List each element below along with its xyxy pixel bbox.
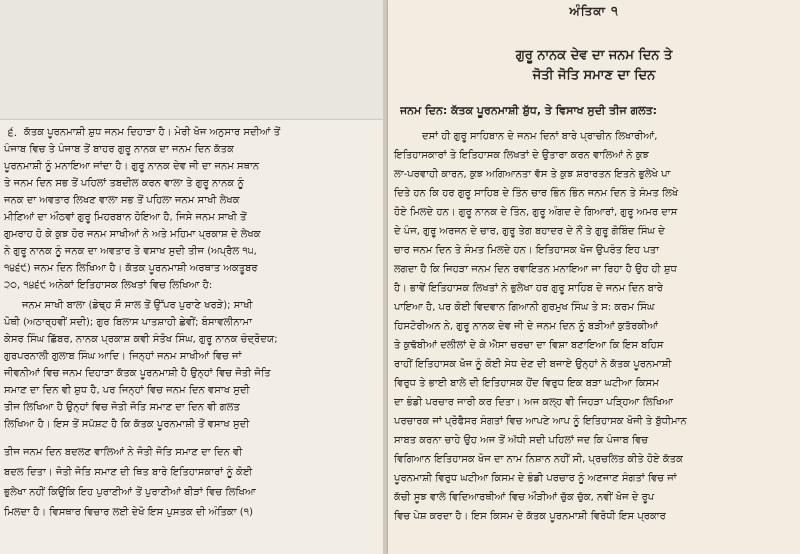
text-line: ਰਾਹੀਂ ਇਤਿਹਾਸਕ ਖੋਜ ਨੂੰ ਕੋਈ ਸੇਧ ਦੇਣ ਦੀ ਬਜਾਏ ਉਨ੍ਹਾਂ ਨੇ ਕੱਤਕ ਪੂਰਨਮਾਸ਼ੀ — [394, 359, 672, 370]
text-line: ਤੀਜ ਜਨਮ ਦਿਨ ਬਦਲਣ ਵਾਲਿਆਂ ਨੇ ਜੋਤੀ ਜੋਤਿ ਸਮਾਣ ਦਾ ਦਿਨ ਵੀ — [4, 447, 243, 458]
text-line: ਵਿਰੁਧ ਤੇ ਭਾਈ ਬਾਲੇ ਦੀ ਇਤਿਹਾਸਕ ਹੋਂਦ ਵਿਰੁਧ ਇਕ ਬੜਾ ਘਟੀਆ ਕਿਸਮ — [394, 378, 659, 389]
left-book-page — [0, 120, 383, 554]
text-line: ਕੱਚੀ ਸੂਝ ਵਾਲੇ ਵਿਦਿਆਰਥੀਆਂ ਵਿਚ ਔੜੀਆਂ ਚੁੱਕ ਚੁੱਕ, ਨਵੀਂ ਖੋਜ ਦੇ ਰੂਪ — [394, 492, 655, 503]
text-line: ਇਤਿਹਾਸਕਾਰਾਂ ਤੇ ਇਤਿਹਾਸਕ ਲਿਖਤਾਂ ਦੇ ਉਤਾਰਾ ਕਰਨ ਵਾਲਿਆਂ ਨੇ ਕੁਝ — [394, 150, 649, 161]
text-line: ਦਿਤੇ ਹਨ ਕਿ ਹਰ ਗੁਰੂ ਸਾਹਿਬ ਦੇ ਤਿੰਨ ਚਾਰ ਭਿੰਨ ਭਿੰਨ ਜਨਮ ਦਿਨ ਤੇ ਸੰਮਤ ਲਿਖੇ — [394, 188, 679, 199]
text-line: ਪੂਰਨਮਾਸ਼ੀ ਵਿਰੁਧ ਘਟੀਆ ਕਿਸਮ ਦੇ ਭੰਡੀ ਪਰਚਾਰ ਨੂੰ ਅਣਜਾਣ ਸੰਗਤਾਂ ਵਿਚ ਜਾਂ — [394, 473, 677, 484]
text-line: ਦਸਾਂ ਹੀ ਗੁਰੂ ਸਾਹਿਬਾਨ ਦੇ ਜਨਮ ਦਿਨਾਂ ਬਾਰੇ ਪ੍ਰਾਚੀਨ ਲਿਖਾਰੀਆਂ, — [422, 131, 658, 142]
text-line: ਪੂਰਨਮਾਸ਼ੀ ਨੂੰ ਮਨਾਇਆ ਜਾਂਦਾ ਹੈ। ਗੁਰੂ ਨਾਨਕ ਦੇਵ ਜੀ ਦਾ ਜਨਮ ਸਥਾਨ — [4, 161, 260, 172]
chapter-title-line-2: ਜੋਤੀ ਜੋਤਿ ਸਮਾਣ ਦਾ ਦਿਨ — [532, 68, 656, 83]
text-line: ੨੦, ੧੪੬੯ ਅਨੇਕਾਂ ਇਤਿਹਾਸਕ ਲਿਖਤਾਂ ਵਿਚ ਲਿਖਿਆ ਹੈ: — [4, 280, 213, 291]
text-line: ਵਿਚ ਪੇਸ਼ ਕਰਦਾ ਹੈ। ਇਸ ਕਿਸਮ ਦੇ ਕੱਤਕ ਪੂਰਨਮਾਸ਼ੀ ਵਿਰੋਧੀ ਇਸ ਪ੍ਰਕਾਰ — [394, 511, 666, 522]
chapter-title-line-1: ਗੁਰੂ ਨਾਨਕ ਦੇਵ ਦਾ ਜਨਮ ਦਿਨ ਤੇ — [515, 48, 673, 63]
text-line: ਸਾਬਤ ਕਰਨਾ ਚਾਹੇ ਉਹ ਅਜ ਤੋਂ ਅੱਧੀ ਸਦੀ ਪਹਿਲਾਂ ਜਦ ਕਿ ਪੰਜਾਬ ਵਿਚ — [394, 435, 649, 446]
text-line: ਦਾ ਭੰਡੀ ਪਰਚਾਰ ਜਾਰੀ ਕਰ ਦਿਤਾ। ਅਜ ਕਲ੍ਹ ਵੀ ਜਿਹੜਾ ਪੜ੍ਹਿਆ ਲਿਖਿਆ — [394, 397, 674, 408]
text-line: ਤੀਜ ਲਿਖਿਆ ਹੈ ਉਨ੍ਹਾਂ ਵਿਚ ਜੋਤੀ ਜੋਤਿ ਸਮਾਣ ਦਾ ਦਿਨ ਵੀ ਗਲਤ — [4, 402, 240, 413]
text-line: ਮਿਲਦਾ ਹੈ। ਵਿਸਥਾਰ ਵਿਚਾਰ ਲਈ ਦੇਖੋ ਇਸ ਪੁਸਤਕ ਦੀ ਅੰਤਿਕਾ (੧) — [4, 507, 253, 518]
text-line: ਲਾ-ਪਰਵਾਹੀ ਕਾਰਨ, ਕੁਝ ਅਗਿਆਨਤਾ ਵੱਸ ਤੇ ਕੁਝ ਸ਼ਰਾਰਤਨ ਇਤਨੇ ਭੁਲੇਖੇ ਪਾ — [394, 169, 671, 180]
text-line: ਨੇ ਗੁਰੂ ਨਾਨਕ ਨੂੰ ਜਨਕ ਦਾ ਅਵਤਾਰ ਤੇ ਵਸਾਖ ਸੁਦੀ ਤੀਜ (ਅਪ੍ਰੈਲ ੧੫, — [4, 246, 257, 257]
text-line: ਹੈ। ਭਾਵੇਂ ਇਤਿਹਾਸਕ ਲਿਖਤਾਂ ਨੇ ਭੁਲੇਖਾ ਹਰ ਗੁਰੂ ਸਾਹਿਬ ਦੇ ਜਨਮ ਦਿਨ ਬਾਰੇ — [394, 283, 663, 294]
text-line: ਭੁਲੇਖਾ ਨਹੀਂ ਕਿਉਂਕਿ ਇਹ ਪੁਰਾਣੀਆਂ ਤੋਂ ਪੁਰਾਣੀਆਂ ਬੀੜਾਂ ਵਿਚ ਲਿਖਿਆ — [4, 487, 256, 498]
right-book-page — [388, 0, 800, 554]
text-line: ਬਦਲ ਦਿਤਾ। ਜੋਤੀ ਜੋਤਿ ਸਮਾਣ ਦੀ ਥਿਤ ਬਾਰੇ ਇਤਿਹਾਸਕਾਰਾਂ ਨੂੰ ਕੋਈ — [4, 467, 253, 478]
text-line: ਪਾਇਆ ਹੈ, ਪਰ ਕੋਈ ਵਿਦਵਾਨ ਗਿਆਨੀ ਗੁਰਮੁਖ ਸਿੰਘ ਤੇ ਸ: ਕਰਮ ਸਿੰਘ — [394, 302, 655, 313]
text-line: ਮੀਣਿਆਂ ਦਾ ਔਠਵਾਂ ਗੁਰੂ ਮਿਹਰਬਾਨ ਹੋਇਆ ਹੈ, ਜਿਸੇ ਜਨਮ ਸਾਖੀ ਤੋਂ — [4, 212, 247, 223]
text-line: ਤੇ ਕੁਢੱਬੀਆਂ ਦਲੀਲਾਂ ਦੇ ਕੇ ਐਸਾ ਚਰਚਾ ਦਾ ਵਿਸ਼ਾ ਬਣਾਇਆ ਕਿ ਇਸ ਬਹਿਸ — [394, 340, 664, 351]
text-line: ਜਨਮ ਸਾਖੀ ਬਾਲਾ (ਡੇਢ੍ਹ ਸੌ ਸਾਲ ਤੋਂ ਉੱਪਰ ਪੁਰਾਣੇ ਖਰੜੇ); ਸਾਖੀ — [22, 300, 253, 311]
text-line: ਵਿਗਿਆਨ ਇਤਿਹਾਸਕ ਖੋਜ ਦਾ ਨਾਮ ਨਿਸ਼ਾਨ ਨਹੀਂ ਸੀ, ਪ੍ਰਚਲਿਤ ਕੀਤੇ ਹੋਏ ਕੱਤਕ — [394, 454, 683, 465]
text-line: ਜੀਵਨੀਆਂ ਵਿਚ ਜਨਮ ਦਿਹਾੜਾ ਕੱਤਕ ਪੂਰਨਮਾਸ਼ੀ ਹੈ ਉਨ੍ਹਾਂ ਵਿਚ ਜੋਤੀ ਜੋਤਿ — [4, 368, 271, 379]
text-line: ਪੋਥੀ (ਅਠਾਰ੍ਹਵੀਂ ਸਦੀ); ਗੁਰ ਬਿਲਾਸ ਪਾਤਸ਼ਾਹੀ ਛੇਵੀਂ; ਬੰਸਾਵਲੀਨਾਮਾ — [4, 317, 252, 328]
appendix-heading: ਅੰਤਿਕਾ ੧ — [569, 4, 619, 18]
text-line: ਕੱਤਕ ਪੂਰਨਮਾਸ਼ੀ ਸ਼ੁਧ ਜਨਮ ਦਿਹਾੜਾ ਹੈ। ਮੇਰੀ ਖੋਜ ਅਨੁਸਾਰ ਸਦੀਆਂ ਤੋਂ — [24, 127, 281, 138]
text-line: ਲਿਖਿਆ ਹੈ। ਇਸ ਤੋਂ ਸਪੱਸ਼ਟ ਹੈ ਕਿ ਕੱਤਕ ਪੂਰਨਮਾਸ਼ੀ ਤੋਂ ਵਸਾਖ ਸੁਦੀ — [4, 419, 250, 430]
text-line: ਗੁਮਰਾਹ ਹੋ ਕੇ ਕੁਝ ਹੋਰ ਜਨਮ ਸਾਖੀਆਂ ਨੇ ਅਤੇ ਮਹਿਮਾ ਪ੍ਰਕਾਸ਼ ਦੇ ਲੇਖਕ — [4, 229, 261, 240]
text-line: ਪਰਚਾਰਕ ਜਾਂ ਪ੍ਰੋਫੈਸਰ ਸੰਗਤਾਂ ਵਿਚ ਆਪਣੇ ਆਪ ਨੂੰ ਇਤਿਹਾਸਕ ਖੋਜੀ ਤੇ ਬੁੱਧੀਮਾਨ — [394, 416, 687, 427]
text-line: ਹੋਏ ਮਿਲਦੇ ਹਨ। ਗੁਰੂ ਨਾਨਕ ਦੇ ਤਿੰਨ, ਗੁਰੂ ਅੰਗਦ ਦੇ ਗਿਆਰਾਂ, ਗੁਰੂ ਅਮਰ ਦਾਸ — [394, 207, 678, 218]
section-subheading: ਜਨਮ ਦਿਨ: ਕੱਤਕ ਪੂਰਨਮਾਸ਼ੀ ਸ਼ੁੱਧ, ਤੇ ਵਿਸਾਖ ਸੁਦੀ ਤੀਜ ਗਲਤ: — [400, 104, 658, 117]
text-line: ਜਨਕ ਦਾ ਅਵਤਾਰ ਲਿਖਣ ਵਾਲਾ ਸਭ ਤੋਂ ਪਹਿਲਾ ਜਨਮ ਸਾਖੀ ਲੇਖਕ — [4, 195, 240, 206]
text-line: ਹਿਸਟੋਰੀਅਨ ਨੇ, ਗੁਰੂ ਨਾਨਕ ਦੇਵ ਜੀ ਦੇ ਜਨਮ ਦਿਨ ਨੂੰ ਬੜੀਆਂ ਕੁਤੱਰਕੀਆਂ — [394, 321, 659, 332]
note-number: ੬. — [8, 126, 18, 139]
text-line: ਕੇਸਰ ਸਿੰਘ ਛਿੱਬਰ, ਨਾਨਕ ਪ੍ਰਕਾਸ਼ ਕਵੀ ਸੰਤੋਖ ਸਿੰਘ, ਗੁਰੂ ਨਾਨਕ ਚੰਦ੍ਰੋਦਯ; — [4, 334, 278, 345]
text-line: ਲਗਦਾ ਹੈ ਕਿ ਜਿਹੜਾ ਜਨਮ ਦਿਨ ਰਵਾਇਤਨ ਮਨਾਇਆ ਜਾ ਰਿਹਾ ਹੈ ਉਹ ਹੀ ਸ਼ੁਧ — [394, 264, 677, 275]
text-line: ੧੪੬੯) ਜਨਮ ਦਿਨ ਲਿਖਿਆ ਹੈ। ਕੱਤਕ ਪੂਰਨਮਾਸ਼ੀ ਅਰਥਾਤ ਅਕਤੂਬਰ — [4, 263, 258, 274]
text-line: ਚਾਰ ਜਨਮ ਦਿਨ ਤੇ ਸੰਮਤ ਮਿਲਦੇ ਹਨ। ਇਤਿਹਾਸਕ ਖੋਜ ਉਪਰੰਤ ਇਹ ਪਤਾ — [394, 245, 660, 256]
text-line: ਦੇ ਪੰਜ, ਗੁਰੂ ਅਰਜਨ ਦੇ ਚਾਰ, ਗੁਰੂ ਤੇਗ ਬਹਾਦਰ ਦੇ ਨੌਂ ਤੇ ਗੁਰੂ ਗੋਬਿੰਦ ਸਿੰਘ ਦੇ — [394, 226, 665, 237]
text-line: ਸਮਾਣ ਦਾ ਦਿਨ ਵੀ ਸ਼ੁਧ ਹੈ, ਪਰ ਜਿਨ੍ਹਾਂ ਵਿਚ ਜਨਮ ਦਿਨ ਵਸਾਖ ਸੁਦੀ — [4, 385, 250, 396]
text-line: ਤੇ ਜਨਮ ਦਿਨ ਸਭ ਤੋਂ ਪਹਿਲਾਂ ਤਬਦੀਲ ਕਰਨ ਵਾਲਾ ਤੇ ਗੁਰੂ ਨਾਨਕ ਨੂੰ — [4, 178, 244, 189]
text-line: ਗੁਰਪਰਨਾਲੀ ਗੁਲਾਬ ਸਿੰਘ ਆਦਿ। ਜਿਨ੍ਹਾਂ ਜਨਮ ਸਾਖੀਆਂ ਵਿਚ ਜਾਂ — [4, 351, 242, 362]
text-line: ਪੰਜਾਬ ਵਿਚ ਤੇ ਪੰਜਾਬ ਤੋਂ ਬਾਹਰ ਗੁਰੂ ਨਾਨਕ ਦਾ ਜਨਮ ਦਿਨ ਕੱਤਕ — [4, 144, 234, 155]
